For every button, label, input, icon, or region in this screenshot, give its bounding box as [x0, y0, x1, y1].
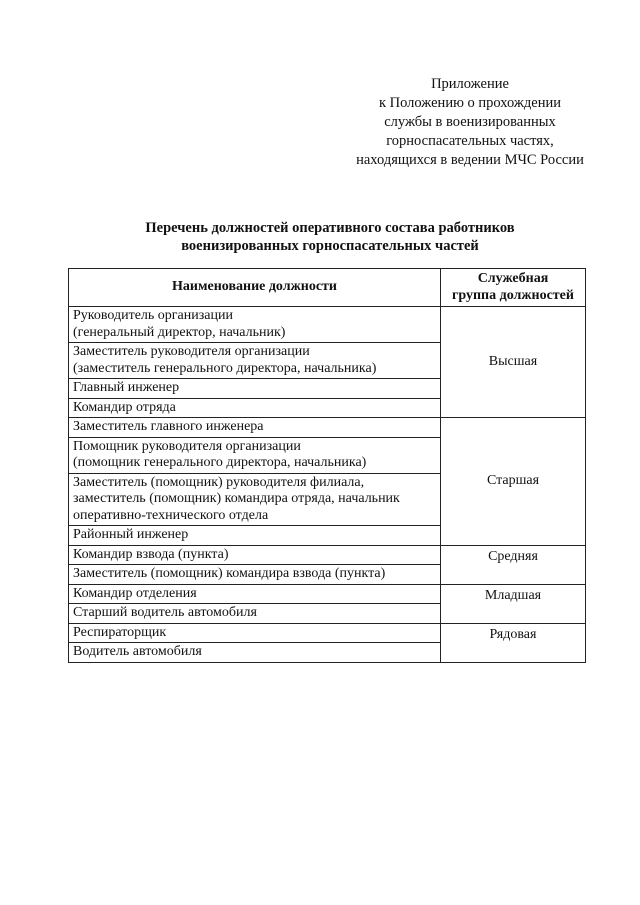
header-position	[69, 269, 441, 307]
title-line-2: военизированных горноспасательных частей	[181, 238, 479, 254]
position-line: Командир взвода (пункта)	[73, 546, 229, 562]
position-line: Заместитель (помощник) командира взвода (пункта)	[73, 566, 386, 581]
header-group-line-2: группа должностей	[452, 287, 574, 303]
appendix-line: службы в военизированных	[384, 114, 556, 130]
table-row	[69, 418, 586, 438]
position-cell	[69, 623, 441, 643]
table-header-row	[69, 269, 586, 307]
position-line: Заместитель руководителя организации	[73, 344, 310, 359]
position-cell	[69, 565, 441, 585]
position-line: Командир отряда	[73, 399, 176, 415]
position-line: (заместитель генерального директора, начальника)	[73, 360, 377, 376]
position-cell	[69, 418, 441, 438]
group-cell: Высшая	[441, 307, 586, 418]
positions-table	[68, 268, 586, 663]
position-cell	[69, 398, 441, 418]
group-cell: Младшая	[441, 584, 586, 623]
position-line: Респираторщик	[73, 624, 167, 640]
position-line: (генеральный директор, начальник)	[73, 324, 286, 340]
group-cell: Старшая	[441, 418, 586, 546]
position-cell	[69, 643, 441, 663]
position-line: Помощник руководителя организации	[73, 438, 301, 454]
position-line: Районный инженер	[73, 527, 189, 542]
position-line: (помощник генерального директора, начальника)	[73, 455, 367, 470]
position-line: Командир отделения	[73, 585, 197, 601]
position-line: Старший водитель автомобиля	[73, 605, 257, 620]
group-cell: Средняя	[441, 545, 586, 584]
appendix-line: находящихся в ведении МЧС России	[356, 152, 584, 168]
header-group	[441, 269, 586, 307]
position-line: Руководитель организации	[73, 308, 233, 323]
appendix-note	[330, 75, 610, 170]
position-cell	[69, 473, 441, 526]
position-cell	[69, 307, 441, 343]
position-cell	[69, 526, 441, 546]
appendix-line: к Положению о прохождении	[378, 95, 562, 111]
title-line-1: Перечень должностей оперативного состава работников	[145, 220, 515, 236]
position-cell	[69, 379, 441, 399]
position-cell	[69, 604, 441, 624]
position-cell	[69, 437, 441, 473]
table-row	[69, 584, 586, 604]
appendix-line: горноспасательных частях,	[386, 133, 554, 149]
table-row	[69, 307, 586, 343]
table-row	[69, 623, 586, 643]
table-body	[69, 307, 586, 663]
position-line: Главный инженер	[73, 380, 180, 395]
header-group-line-1: Служебная	[477, 271, 549, 286]
document-title	[90, 219, 570, 255]
group-cell: Рядовая	[441, 623, 586, 662]
position-cell	[69, 545, 441, 565]
appendix-line: Приложение	[431, 76, 509, 92]
position-line: оперативно-технического отдела	[73, 507, 269, 523]
position-line: Заместитель главного инженера	[73, 419, 264, 434]
position-line: Заместитель (помощник) руководителя филиала,	[73, 474, 365, 490]
header-position-label: Наименование должности	[172, 279, 337, 295]
position-line: заместитель (помощник) командира отряда, начальник	[73, 491, 400, 506]
position-line: Водитель автомобиля	[73, 644, 202, 659]
table-row	[69, 545, 586, 565]
position-cell	[69, 584, 441, 604]
position-cell	[69, 343, 441, 379]
